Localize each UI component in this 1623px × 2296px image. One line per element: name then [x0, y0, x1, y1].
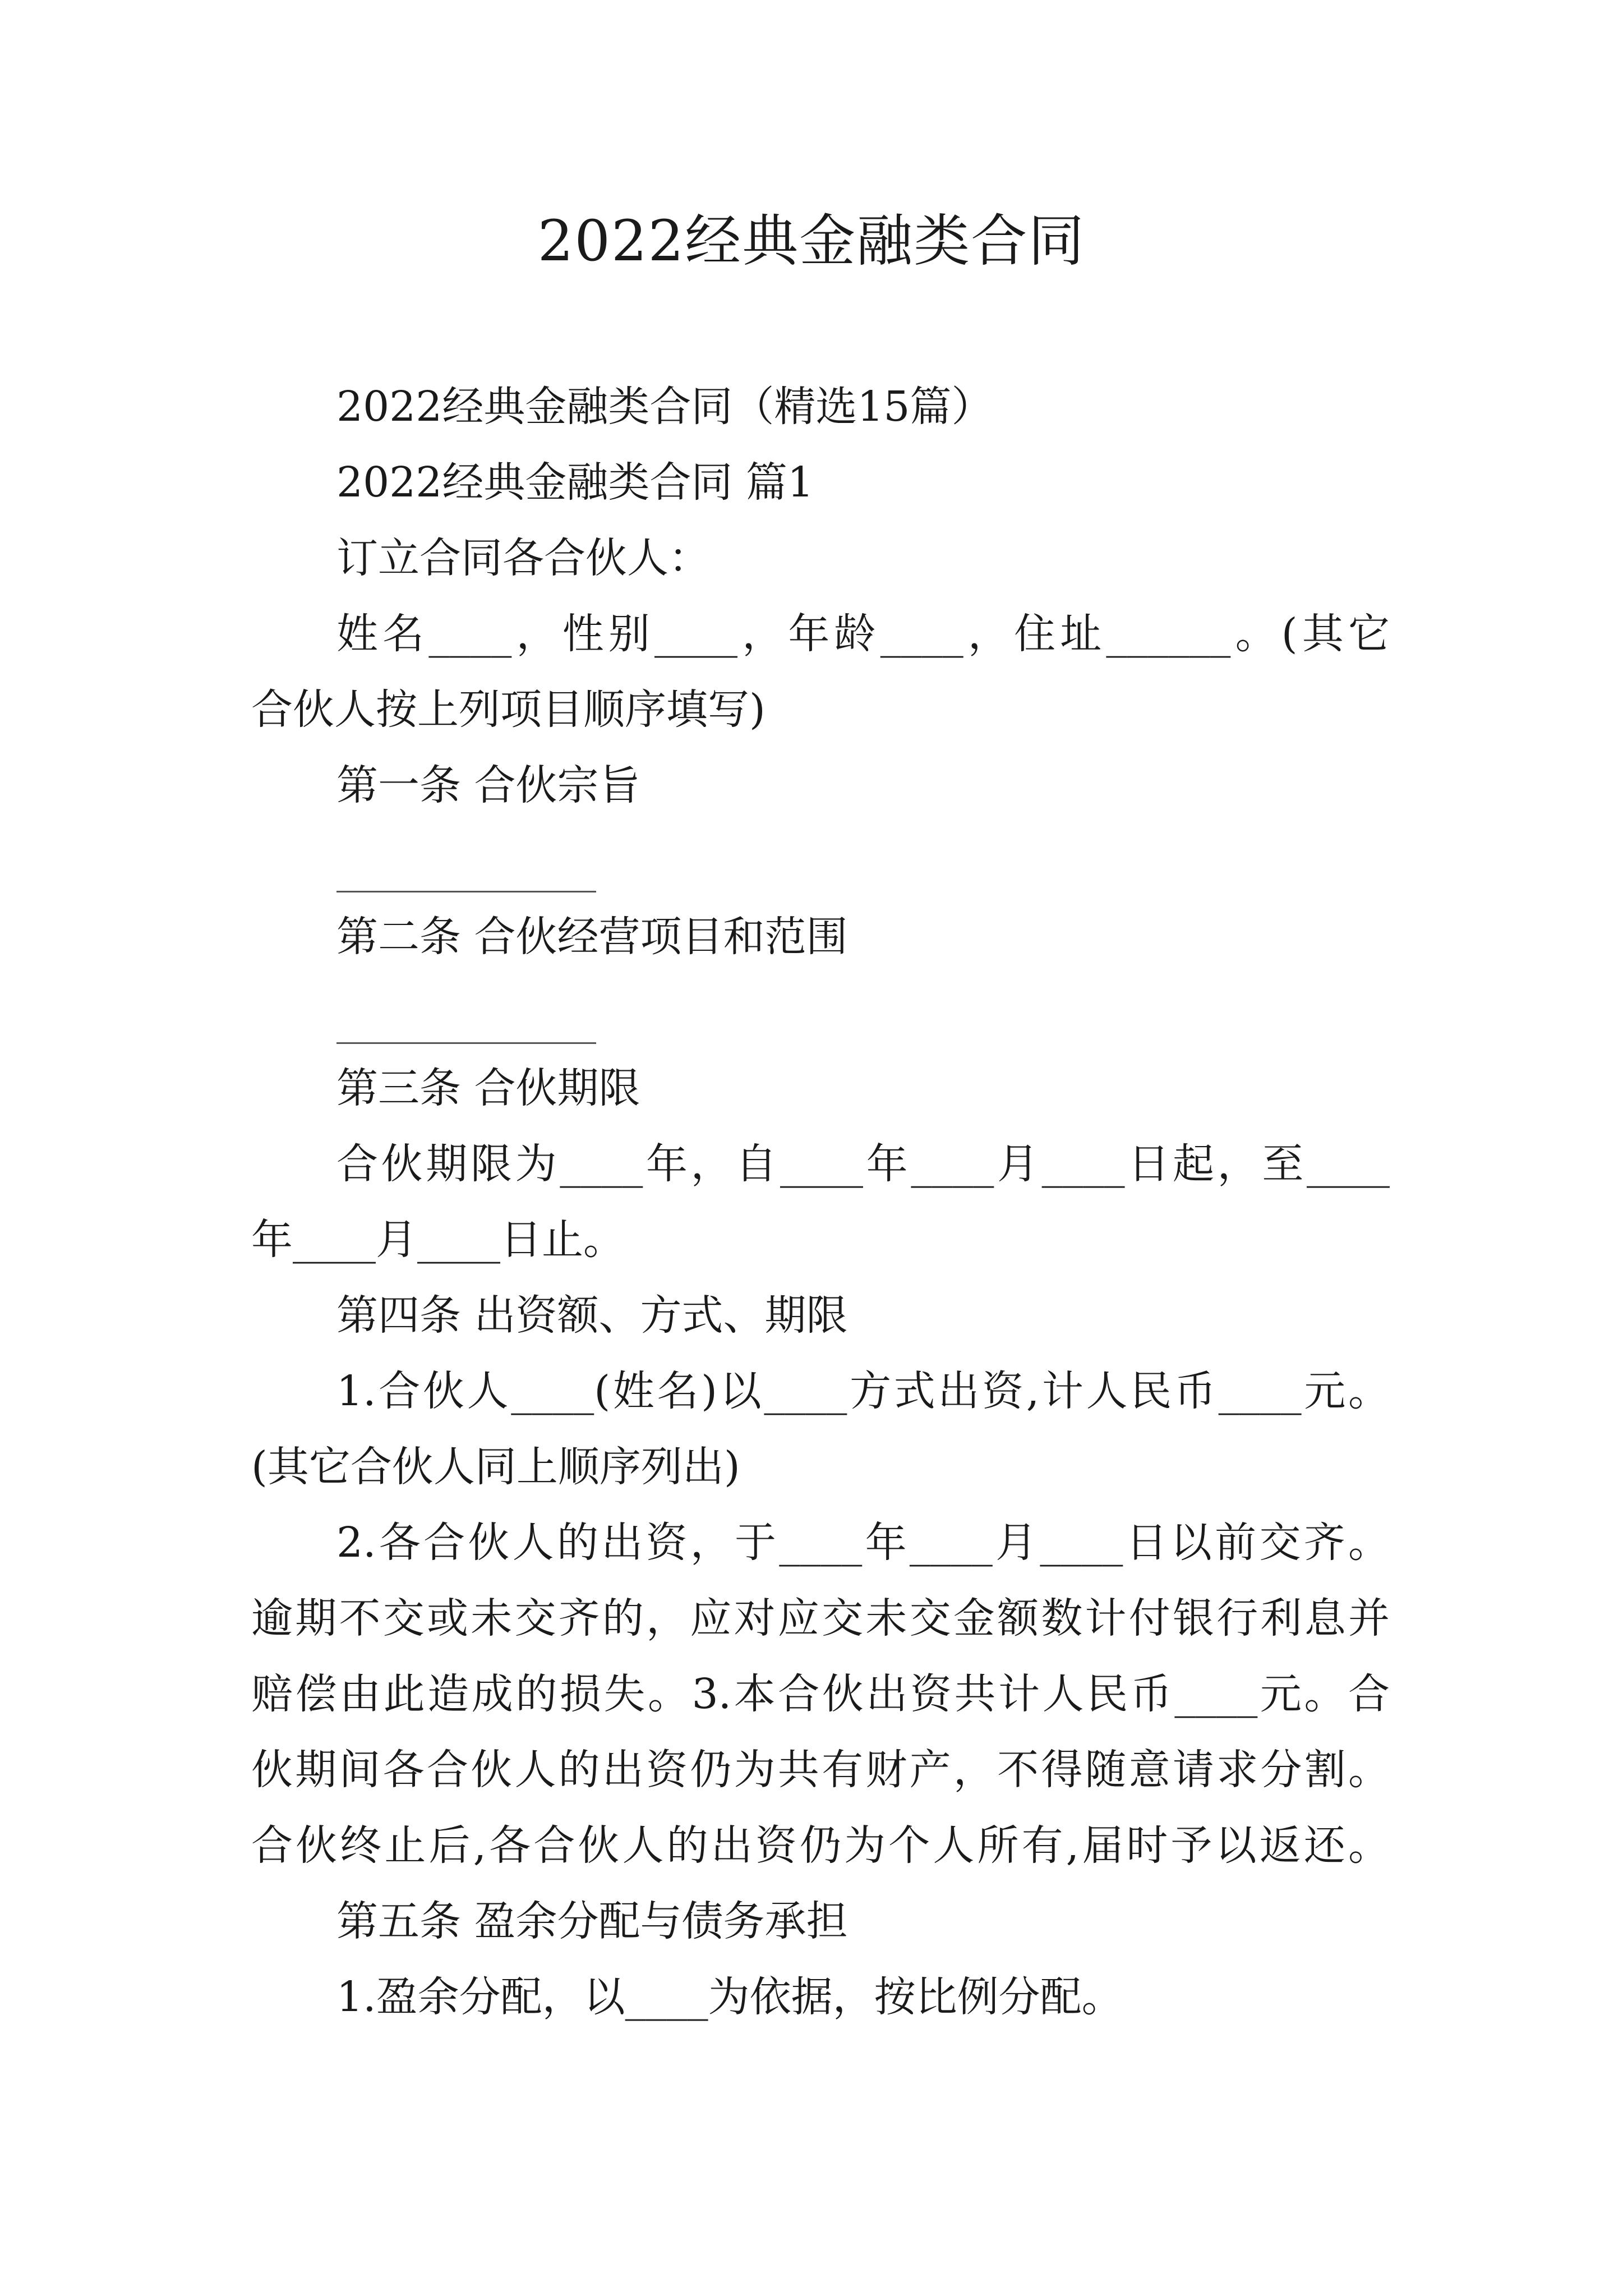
paragraph-line: 1.合伙人____(姓名)以____方式出资,计人民币____元。	[336, 1367, 1390, 1415]
paragraph-line: 合伙人按上列项目顺序填写)	[251, 685, 766, 734]
paragraph-line: 伙期间各合伙人的出资仍为共有财产，不得随意请求分割。	[251, 1746, 1390, 1794]
paragraph-line: 合伙期限为____年，自____年____月____日起，至____	[336, 1140, 1390, 1188]
article-heading: 第四条 出资额、方式、期限	[336, 1291, 848, 1340]
article-heading: 第一条 合伙宗旨	[336, 761, 640, 809]
blank-fill-line	[336, 891, 596, 892]
article-heading: 第三条 合伙期限	[336, 1064, 640, 1112]
paragraph-line: 姓名____，性别____，年龄____，住址______。(其它	[336, 610, 1390, 658]
paragraph-line: 1.盈余分配，以____为依据，按比例分配。	[336, 1973, 1123, 2021]
paragraph-line: 赔偿由此造成的损失。3.本合伙出资共计人民币____元。合	[251, 1670, 1390, 1718]
subtitle-selection: 2022经典金融类合同（精选15篇）	[336, 383, 993, 431]
blank-fill-line	[336, 1042, 596, 1044]
paragraph-line: 订立合同各合伙人：	[336, 534, 710, 582]
paragraph-line: (其它合伙人同上顺序列出)	[251, 1443, 740, 1491]
section-heading: 2022经典金融类合同 篇1	[336, 458, 814, 507]
paragraph-line: 合伙终止后,各合伙人的出资仍为个人所有,届时予以返还。	[251, 1821, 1390, 1870]
article-heading: 第五条 盈余分配与债务承担	[336, 1897, 848, 1945]
article-heading: 第二条 合伙经营项目和范围	[336, 913, 848, 961]
document-title: 2022经典金融类合同	[537, 208, 1086, 274]
paragraph-line: 逾期不交或未交齐的，应对应交未交金额数计付银行利息并	[251, 1594, 1390, 1642]
paragraph-line: 年____月____日止。	[251, 1216, 625, 1264]
paragraph-line: 2.各合伙人的出资，于____年____月____日以前交齐。	[336, 1519, 1390, 1567]
